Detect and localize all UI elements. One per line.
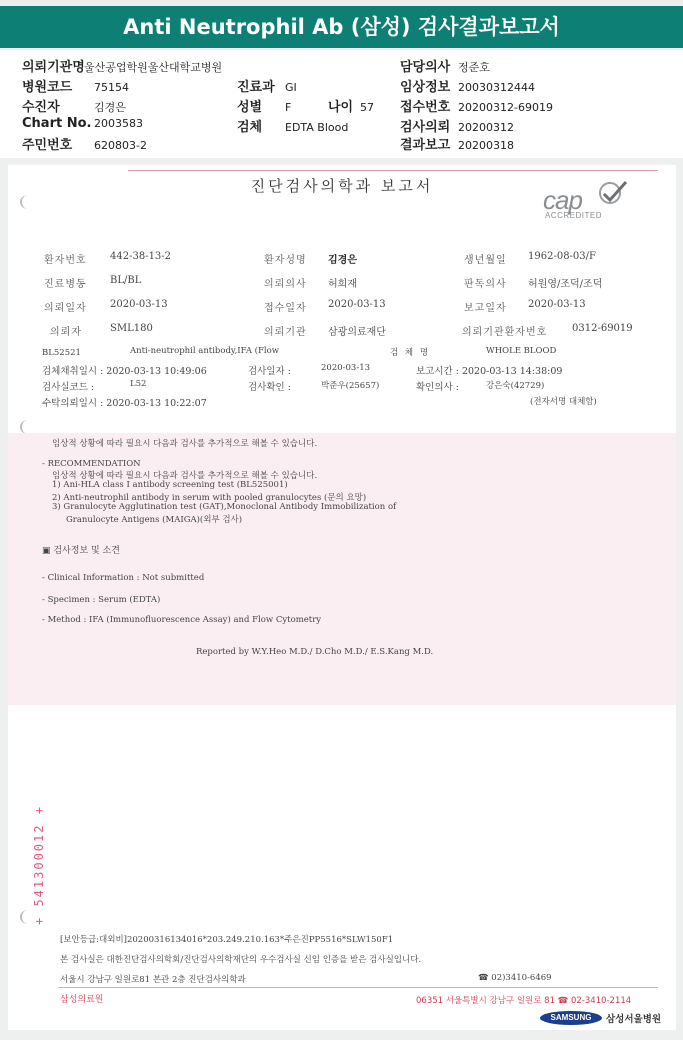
punch-hole-icon [20, 195, 36, 209]
report-time: 보고시간 : 2020-03-13 14:38:09 [416, 366, 563, 377]
hospital-code-label: 병원코드 [22, 80, 73, 95]
receipt-value: 20200312-69019 [458, 101, 553, 114]
specimen-name-value: WHOLE BLOOD [486, 346, 557, 356]
org-patient-no-value: 0312-69019 [572, 323, 633, 334]
result-section [8, 433, 676, 705]
recommendation-item-2: 2) Anti-neutrophil antibody in serum with pooled granulocytes (문의 요망) [52, 493, 367, 503]
receipt-label: 접수번호 [400, 100, 451, 115]
requester-value: SML180 [110, 323, 153, 334]
age-label: 나이 [328, 100, 354, 115]
test-confirm-label: 검사확인 : [248, 382, 291, 393]
request-date-label: 의뢰일자 [44, 303, 87, 314]
report-day-label: 보고일자 [464, 303, 507, 314]
test-confirm-value: 박준우(25657) [321, 381, 380, 391]
report-date-value: 20200318 [458, 139, 514, 152]
ordering-doctor-value: 허희재 [328, 279, 357, 290]
department-value: GI [285, 81, 297, 94]
specimen-value: EDTA Blood [285, 121, 349, 134]
header-divider [128, 170, 658, 171]
e-signature-note: (전자서명 대체함) [530, 397, 597, 407]
rrn-value: 620803-2 [94, 139, 147, 152]
samsung-logo: SAMSUNG [540, 1011, 602, 1025]
requesting-org-value: 삼광의료재단 [328, 327, 386, 338]
result-line-3: 임상적 상황에 따라 필요시 다음과 검사를 추가적으로 해볼 수 있습니다. [52, 471, 318, 481]
patient-value: 김경은 [94, 101, 126, 114]
specimen-name-label: 검 체 명 [390, 348, 431, 358]
medical-center-name: 삼성의료원 [60, 995, 104, 1005]
report-header [0, 50, 683, 158]
chart-value: 2003583 [94, 117, 143, 130]
recommendation-item-3-cont: Granulocyte Antigens (MAIGA)(외부 검사) [66, 515, 243, 525]
clinical-info-value: 20030312444 [458, 81, 535, 94]
cap-accredited: ACCREDITED [545, 211, 603, 220]
lab-phone: ☎ 02)3410-6469 [478, 973, 552, 983]
consign-time: 수탁의뢰일시 : 2020-03-13 10:22:07 [42, 398, 207, 409]
receipt-date-value: 2020-03-13 [328, 299, 386, 310]
reading-doctor-label: 판독의사 [464, 279, 507, 290]
institution-value: 울산공업학원울산대학교병원 [84, 61, 223, 74]
collection-time: 검체채취일시 : 2020-03-13 10:49:06 [42, 366, 207, 377]
report-day-value: 2020-03-13 [528, 299, 586, 310]
age-value: 57 [360, 101, 374, 114]
certification-line: 본 검사실은 대한진단검사의학회/진단검사의학재단의 우수검사실 신임 인증을 받은 검사실입니다. [60, 955, 422, 965]
security-line: [보안등급:대외비]20200316134016*203.249.210.163*주은진PP5516*SLW150F1 [60, 935, 394, 945]
report-title: Anti Neutrophil Ab (삼성) 검사결과보고서 [0, 6, 683, 48]
test-code: BL52521 [42, 348, 81, 358]
birth-label: 생년월일 [464, 255, 507, 266]
doctor-label: 담당의사 [400, 60, 451, 75]
confirm-doctor-label: 확인의사 : [416, 382, 459, 393]
doc-heading: 진단검사의학과 보고서 [250, 177, 434, 195]
cap-logo [543, 185, 633, 223]
ward-value: BL/BL [110, 275, 142, 286]
barcode-number: + 541300012 + [32, 805, 46, 925]
reading-doctor-value: 허원영/조덕/조덕 [528, 279, 603, 290]
check-icon [595, 179, 629, 205]
report-sheet [8, 165, 676, 1030]
hospital-code-value: 75154 [94, 81, 129, 94]
patient-no-label: 환자번호 [44, 255, 87, 266]
doctor-value: 정준호 [458, 61, 490, 74]
requester-label: 의뢰자 [50, 327, 82, 338]
chart-label: Chart No. [22, 116, 92, 131]
patient-name-value: 김경은 [328, 255, 357, 266]
recommendation-item-1: 1) Ani-HLA class I antibody screening test (BL525001) [52, 480, 288, 490]
punch-hole-icon [20, 420, 36, 434]
recommendation-item-3: 3) Granulocyte Agglutination test (GAT),Monoclonal Antibody Immobilization of [52, 502, 397, 512]
requesting-org-label: 의뢰기관 [264, 327, 307, 338]
request-value: 20200312 [458, 121, 514, 134]
clinical-information: - Clinical Information : Not submitted [42, 573, 205, 583]
patient-no-value: 442-38-13-2 [110, 251, 172, 262]
confirm-doctor-value: 강은숙(42729) [486, 381, 545, 391]
patient-name-label: 환자성명 [264, 255, 307, 266]
hospital-name: 삼성서울병원 [606, 1014, 662, 1025]
lab-code-label: 검사실코드 : [42, 382, 95, 393]
patient-label: 수진자 [22, 100, 60, 115]
sex-label: 성별 [237, 100, 263, 115]
test-date-value: 2020-03-13 [321, 363, 371, 373]
institution-label: 의뢰기관명 [22, 60, 85, 75]
report-date-label: 결과보고 [400, 138, 451, 153]
sex-value: F [285, 101, 292, 114]
ordering-doctor-label: 의뢰의사 [264, 279, 307, 290]
cap-logo-text: cap [543, 185, 582, 215]
department-label: 진료과 [237, 80, 275, 95]
specimen-info: - Specimen : Serum (EDTA) [42, 595, 161, 605]
lab-code-value: L52 [130, 379, 147, 389]
ward-label: 진료병동 [44, 279, 87, 290]
birth-value: 1962-08-03/F [528, 251, 596, 262]
test-info-heading: ▣ 검사정보 및 소견 [42, 546, 120, 556]
org-patient-no-label: 의뢰기관환자번호 [462, 327, 548, 338]
reported-by: Reported by W.Y.Heo M.D./ D.Cho M.D./ E.S.Kang M.D. [196, 647, 434, 657]
lab-address: 서울시 강남구 일원로81 본관 2층 진단검사의학과 [60, 975, 246, 985]
test-date-label: 검사일자 : [248, 366, 291, 377]
recommendation-heading: - RECOMMENDATION [42, 459, 141, 469]
hospital-address: 06351 서울특별시 강남구 일원로 81 ☎ 02-3410-2114 [416, 996, 632, 1006]
clinical-info-label: 임상정보 [400, 80, 451, 95]
footer-divider [58, 987, 658, 988]
result-line-1: 임상적 상황에 따라 필요시 다음과 검사를 추가적으로 해볼 수 있습니다. [52, 439, 318, 449]
request-date-value: 2020-03-13 [110, 299, 168, 310]
specimen-label: 검체 [237, 120, 263, 135]
test-name: Anti-neutrophil antibody,IFA (Flow [130, 346, 279, 356]
method-info: - Method : IFA (Immunofluorescence Assay) and Flow Cytometry [42, 615, 322, 625]
request-label: 검사의뢰 [400, 120, 451, 135]
rrn-label: 주민번호 [22, 138, 73, 153]
receipt-date-label: 접수일자 [264, 303, 307, 314]
